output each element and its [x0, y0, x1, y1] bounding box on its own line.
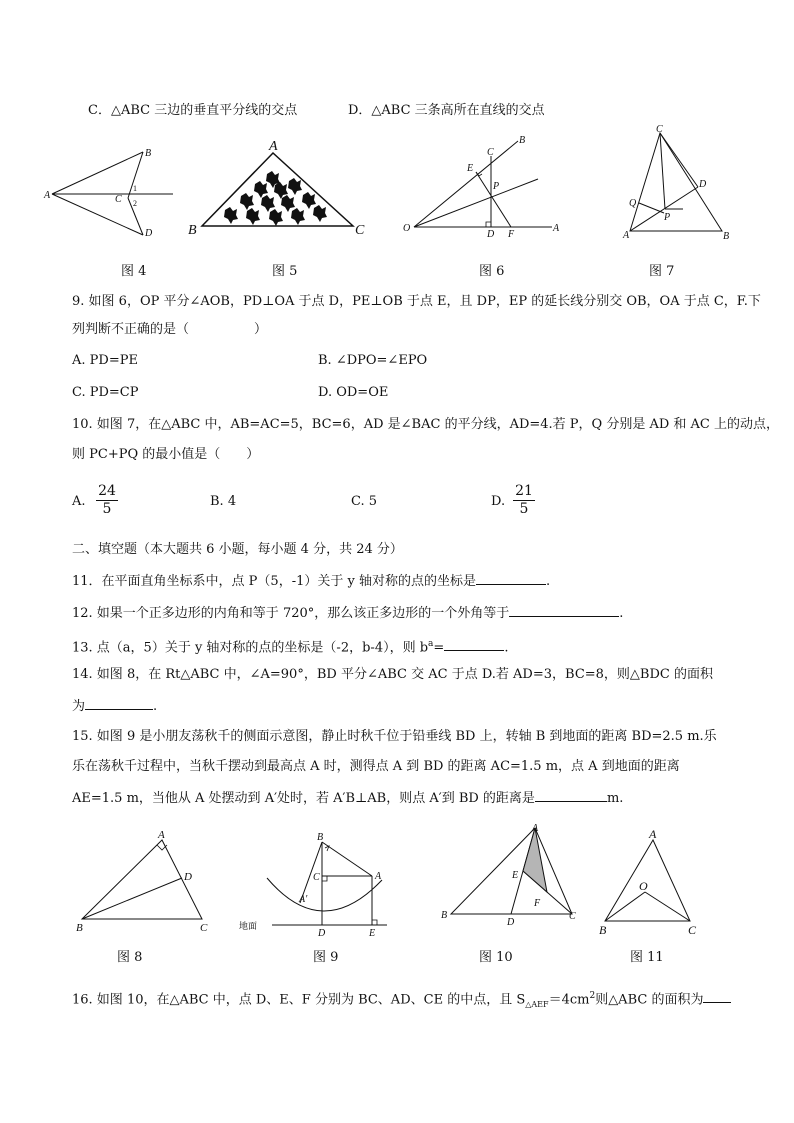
- fig7-label-b: B: [723, 231, 730, 242]
- fig4-label-2: 2: [133, 199, 137, 208]
- fig8-label-a: A: [158, 829, 165, 841]
- figure-4: [40, 145, 180, 245]
- q13-end: .: [504, 640, 509, 656]
- fig4-label-a: A: [44, 190, 51, 201]
- q15-line3-text: AE=1.5 m，当他从 A 处摆动到 A′处时，若 A′B⊥AB，则点 A′到 BD 的距离是: [72, 791, 535, 806]
- q15-line2: 乐在荡秋千过程中，当秋千摆动到最高点 A 时，测得点 A 到 BD 的距离 AC=1.5 m，点 A 到地面的距离: [72, 759, 680, 774]
- q9-option-c: C. PD=CP: [72, 385, 139, 400]
- q10-option-b: B. 4: [210, 494, 237, 509]
- fig11-label-c: C: [688, 923, 697, 937]
- fig6-label-c: C: [487, 147, 494, 158]
- fig4-label-b: B: [145, 148, 152, 159]
- fig7-label-q: Q: [629, 198, 637, 209]
- q10-line1: 10. 如图 7，在△ABC 中，AB=AC=5，BC=6，AD 是∠BAC 的平分线，AD=4.若 P，Q 分别是 AD 和 AC 上的动点，: [72, 417, 780, 432]
- figure-5: [185, 138, 375, 238]
- fig8-label-d: D: [184, 871, 192, 883]
- q11-end: .: [545, 574, 551, 589]
- fig10-label-a: A: [532, 823, 539, 834]
- fig10-label-d: D: [507, 917, 515, 928]
- fig6-label-a: A: [553, 223, 560, 234]
- fig9-label-d: D: [318, 928, 326, 939]
- q14-answer-blank[interactable]: [85, 697, 153, 710]
- fig7-label-d: D: [699, 179, 707, 190]
- figure-8: [72, 828, 222, 938]
- fig4-label-1: 1: [133, 184, 137, 193]
- q12: [72, 604, 623, 623]
- q16-superscript: 2: [589, 991, 596, 1001]
- figure-9: [237, 828, 397, 940]
- q13-equals: =: [433, 640, 445, 656]
- q10-option-a-fraction: [96, 483, 118, 518]
- q13: [72, 635, 508, 657]
- q15-line1: 15. 如图 9 是小朋友荡秋千的侧面示意图，静止时秋千位于铅垂线 BD 上，转轴 B 到地面的距离 BD=2.5 m.乐: [72, 729, 717, 744]
- fig6-label-p: P: [493, 181, 500, 192]
- fig5-label-b: B: [188, 223, 197, 238]
- fig11-label-a: A: [649, 827, 657, 841]
- fig5-label-c: C: [355, 223, 365, 238]
- q16-text: 16. 如图 10，在△ABC 中，点 D、E、F 分别为 BC、AD、CE 的中点，且 S: [72, 992, 526, 1008]
- q16: [72, 987, 731, 1014]
- fig7-label-p: P: [664, 212, 671, 223]
- q10-option-d-numerator: 21: [513, 483, 535, 501]
- q14-line2: [72, 697, 157, 716]
- q12-text: 12. 如果一个正多边形的内角和等于 720°，那么该正多边形的一个外角等于: [72, 606, 510, 621]
- fig10-label-c: C: [569, 911, 576, 922]
- q10-option-c: C. 5: [351, 494, 378, 509]
- q13-exponent: a: [428, 639, 434, 649]
- q12-answer-blank[interactable]: [509, 604, 619, 617]
- fig11-label-b: B: [599, 923, 607, 937]
- q10-option-d-label: D.: [491, 494, 506, 509]
- q16-value: ＝4cm: [548, 992, 590, 1008]
- q15-line3: [72, 789, 623, 808]
- q14-line1: 14. 如图 8，在 Rt△ABC 中，∠A=90°，BD 平分∠ABC 交 AC 于点 D.若 AD=3，BC=8，则△BDC 的面积: [72, 667, 713, 682]
- fig9-label-ground: 地面: [239, 921, 258, 931]
- q9-option-d: D. OD=OE: [318, 385, 389, 400]
- fig5-label-a: A: [269, 139, 278, 154]
- fig9-label-e: E: [369, 928, 376, 939]
- q9-line1: 9. 如图 6，OP 平分∠AOB，PD⊥OA 于点 D，PE⊥OB 于点 E，且 DP，EP 的延长线分别交 OB，OA 于点 C，F.下: [72, 294, 761, 309]
- q16-answer-blank[interactable]: [703, 990, 731, 1003]
- q10-line2: 则 PC+PQ 的最小值是（ ）: [72, 447, 260, 462]
- fig7-caption: 图 7: [649, 264, 675, 279]
- fig4-label-c: C: [115, 194, 122, 205]
- fig4-label-d: D: [145, 228, 153, 239]
- q10-option-a-denominator: 5: [102, 501, 112, 517]
- q14-end: .: [153, 699, 158, 714]
- fig6-label-d: D: [487, 229, 495, 240]
- q11-text: 11．在平面直角坐标系中，点 P（5，-1）关于 y 轴对称的点的坐标是: [72, 574, 476, 589]
- q9-line2: 列判断不正确的是（ ）: [72, 322, 268, 337]
- q10-option-d-fraction: [513, 483, 535, 518]
- fig4-caption: 图 4: [121, 264, 147, 279]
- fig10-label-b: B: [441, 910, 448, 921]
- fig9-label-b: B: [317, 832, 324, 843]
- q16-subscript: △AEF: [525, 999, 549, 1009]
- q10-option-d-denominator: 5: [519, 501, 529, 517]
- q10-option-a-numerator: 24: [96, 483, 118, 501]
- fig9-caption: 图 9: [313, 950, 339, 965]
- fig8-caption: 图 8: [117, 950, 143, 965]
- q14-line2-text: 为: [72, 699, 86, 714]
- fig7-label-c: C: [656, 124, 663, 135]
- option-c: C．△ABC 三边的垂直平分线的交点: [88, 103, 298, 118]
- q13-text: 13. 点（a，5）关于 y 轴对称的点的坐标是（-2，b-4），则 b: [72, 640, 429, 656]
- q11: [72, 572, 550, 591]
- q15-unit: m.: [606, 791, 624, 806]
- figure-10: [438, 824, 588, 929]
- q13-answer-blank[interactable]: [444, 638, 504, 651]
- q16-text-end: 则△ABC 的面积为: [595, 992, 704, 1008]
- fig10-caption: 图 10: [479, 950, 513, 965]
- q12-end: .: [619, 606, 624, 621]
- fig5-caption: 图 5: [272, 264, 298, 279]
- fig7-label-a: A: [623, 230, 630, 241]
- fig8-label-b: B: [76, 922, 83, 934]
- fig8-label-c: C: [200, 922, 208, 934]
- fig9-label-a: A: [375, 871, 382, 882]
- q15-answer-blank[interactable]: [535, 789, 607, 802]
- fig6-caption: 图 6: [479, 264, 505, 279]
- q11-answer-blank[interactable]: [476, 572, 546, 585]
- q9-option-a: A. PD=PE: [72, 353, 138, 368]
- figure-11: [595, 826, 705, 938]
- fig10-label-e: E: [512, 870, 519, 881]
- option-d: D．△ABC 三条高所在直线的交点: [348, 103, 545, 118]
- fig10-label-f: F: [534, 898, 541, 909]
- q9-option-b: B. ∠DPO=∠EPO: [318, 353, 428, 368]
- fig6-label-b: B: [519, 135, 526, 146]
- fig6-label-f: F: [508, 229, 515, 240]
- fig5-pattern: [224, 171, 327, 226]
- fig6-label-o: O: [403, 223, 411, 234]
- figure-7: [620, 123, 740, 245]
- fig6-label-e: E: [467, 163, 474, 174]
- q10-option-a-label: A.: [72, 494, 86, 509]
- fig9-label-c: C: [313, 872, 320, 883]
- fig11-caption: 图 11: [630, 950, 664, 965]
- fig9-label-a-prime: A′: [299, 894, 308, 905]
- fig11-label-o: O: [639, 879, 648, 893]
- figure-6: [400, 133, 570, 238]
- section-2-heading: 二、填空题（本大题共 6 小题，每小题 4 分，共 24 分）: [72, 542, 403, 557]
